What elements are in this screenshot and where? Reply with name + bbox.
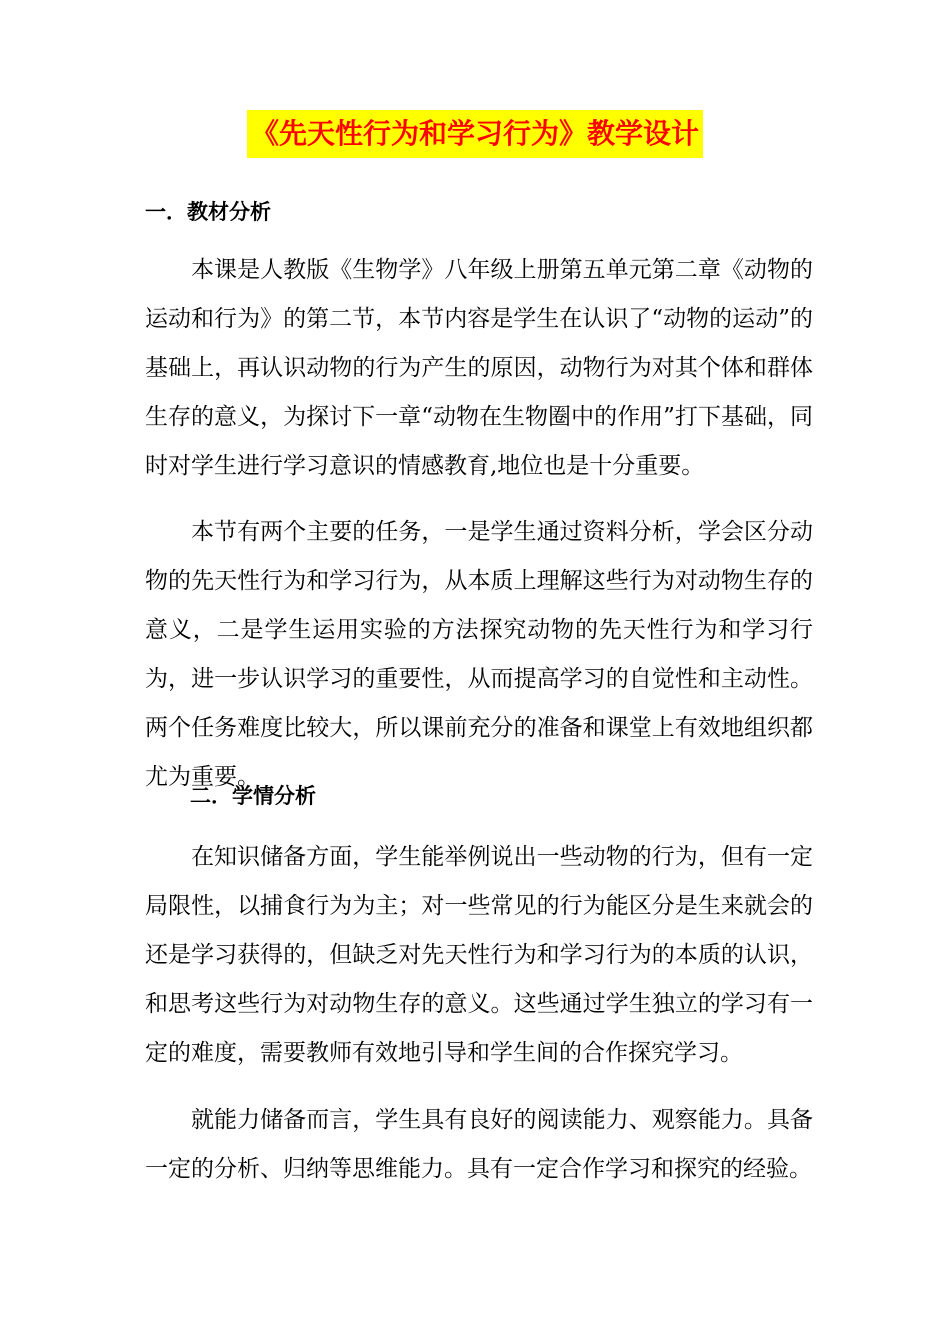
paragraph-student-analysis-2: 就能力储备而言，学生具有良好的阅读能力、观察能力。具备一定的分析、归纳等思维能力。具有一定合作学习和探究的经验。 xyxy=(145,1107,813,1182)
section-heading-textbook-analysis: 一．教材分析 xyxy=(145,199,271,224)
paragraph-student-analysis-1: 在知识储备方面，学生能举例说出一些动物的行为，但有一定局限性，以捕食行为为主；对一些常见的行为能区分是生来就会的还是学习获得的，但缺乏对先天性行为和学习行为的本质的认识，和思考这些行为对动物生存的意义。这些通过学生独立的学习有一定的难度，需要教师有效地引导和学生间的合作探究学习。 xyxy=(145,844,813,1066)
title-container xyxy=(0,110,950,158)
document-title: 《先天性行为和学习行为》教学设计 xyxy=(247,110,703,158)
section-heading-student-analysis: 二．学情分析 xyxy=(190,783,316,808)
paragraph-textbook-analysis-2: 本节有两个主要的任务，一是学生通过资料分析，学会区分动物的先天性行为和学习行为，从本质上理解这些行为对动物生存的意义，二是学生运用实验的方法探究动物的先天性行为和学习行为，进一步认识学习的重要性，从而提高学习的自觉性和主动性。两个任务难度比较大，所以课前充分的准备和课堂上有效地组织都尤为重要。 xyxy=(145,519,813,790)
paragraph-textbook-analysis-1: 本课是人教版《生物学》八年级上册第五单元第二章《动物的运动和行为》的第二节，本节内容是学生在认识了“动物的运动”的基础上，再认识动物的行为产生的原因，动物行为对其个体和群体生存的意义，为探讨下一章“动物在生物圈中的作用”打下基础，同时对学生进行学习意识的情感教育,地位也是十分重要。 xyxy=(145,257,813,479)
